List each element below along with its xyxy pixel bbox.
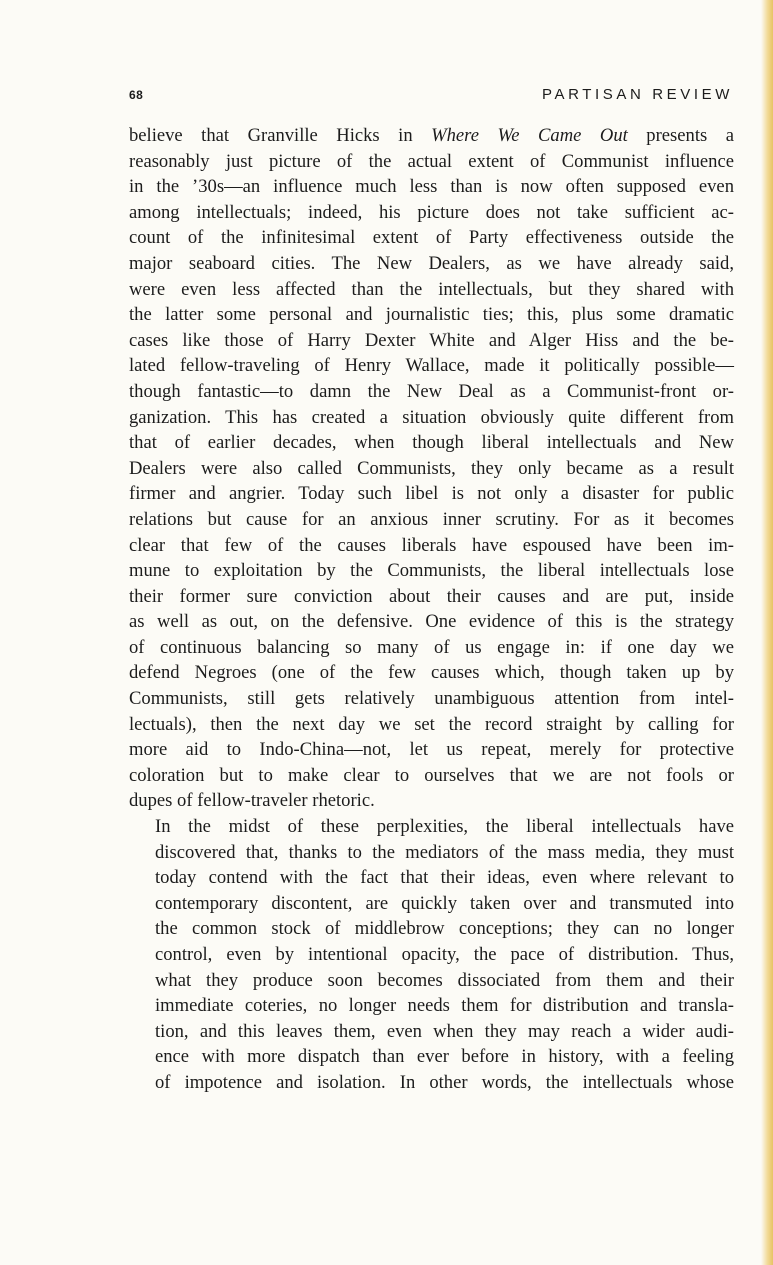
text-line	[129, 763, 734, 789]
text-run: believe that Granville Hicks in	[129, 125, 432, 146]
text-run: the latter some personal and journalistic ties; this, plus some dramatic	[129, 304, 734, 326]
text-run: though fantastic—to damn the New Deal as a Communist-front or-	[129, 380, 734, 402]
text-run: ganization. This has created a situation obviously quite different from	[129, 406, 734, 428]
text-run: presents a	[627, 125, 734, 146]
text-run: their former sure conviction about their causes and are put, inside	[129, 585, 734, 607]
text-line	[129, 584, 734, 610]
page-header	[129, 84, 733, 110]
text-run: lated fellow-traveling of Henry Wallace, made it politically possible—	[129, 355, 734, 377]
text-line	[129, 481, 734, 507]
text-run: firmer and angrier. Today such libel is not only a disaster for public	[129, 483, 734, 505]
text-line	[129, 660, 734, 686]
text-line	[129, 174, 734, 200]
body-text	[129, 123, 734, 1096]
text-line	[129, 277, 734, 303]
text-run: in the ’30s—an influence much less than is now often supposed even	[129, 176, 734, 198]
page-number: 68	[129, 88, 144, 102]
text-line	[129, 328, 734, 354]
text-run: reasonably just picture of the actual extent of Communist influence	[129, 150, 734, 172]
text-run: among intellectuals; indeed, his picture does not take sufficient ac-	[129, 201, 734, 223]
text-line	[129, 533, 734, 559]
text-run: mune to exploitation by the Communists, the liberal intellectuals lose	[129, 560, 734, 582]
page-edge-shading	[761, 0, 773, 1265]
text-line	[129, 891, 734, 917]
text-line	[129, 788, 734, 814]
paragraph	[129, 814, 734, 1096]
text-run: lectuals), then the next day we set the record straight by calling for	[129, 713, 734, 735]
text-run: coloration but to make clear to ourselves that we are not fools or	[129, 764, 734, 786]
text-line	[129, 302, 734, 328]
text-run: more aid to Indo-China—not, let us repeat, merely for protective	[129, 739, 734, 761]
text-run: count of the infinitesimal extent of Party effectiveness outside the	[129, 227, 734, 249]
text-run: defend Negroes (one of the few causes which, though taken up by	[129, 662, 734, 684]
text-line	[129, 123, 734, 149]
italic-title: Where We Came Out	[431, 125, 628, 146]
text-run: that of earlier decades, when though liberal intellectuals and New	[129, 432, 734, 454]
text-run: cases like those of Harry Dexter White and Alger Hiss and the be-	[129, 329, 734, 351]
text-line	[129, 558, 734, 584]
text-run: today contend with the fact that their ideas, even where relevant to	[155, 867, 734, 889]
text-run: clear that few of the causes liberals have espoused have been im-	[129, 534, 734, 556]
text-run: In the midst of these perplexities, the liberal intellectuals have	[155, 816, 734, 838]
text-line	[129, 430, 734, 456]
text-run: dupes of fellow-traveler rhetoric.	[129, 790, 375, 812]
text-run: major seaboard cities. The New Dealers, as we have already said,	[129, 252, 734, 274]
text-run: contemporary discontent, are quickly taken over and transmuted into	[155, 892, 734, 914]
text-line	[129, 379, 734, 405]
text-line	[129, 814, 734, 840]
text-run: of continuous balancing so many of us engage in: if one day we	[129, 636, 734, 658]
text-run: tion, and this leaves them, even when they may reach a wider audi-	[155, 1020, 734, 1042]
text-line	[129, 225, 734, 251]
text-run: of impotence and isolation. In other words, the intellectuals whose	[155, 1071, 734, 1093]
text-line	[129, 405, 734, 431]
text-line	[129, 1019, 734, 1045]
text-run: discovered that, thanks to the mediators of the mass media, they must	[155, 841, 734, 863]
paragraph	[129, 123, 734, 814]
text-run: what they produce soon becomes dissociated from them and their	[155, 969, 734, 991]
text-line	[129, 993, 734, 1019]
text-run: relations but cause for an anxious inner scrutiny. For as it becomes	[129, 508, 734, 530]
text-run: Communists, still gets relatively unambiguous attention from intel-	[129, 688, 734, 710]
text-run: immediate coteries, no longer needs them for distribution and transla-	[155, 995, 734, 1017]
text-run: were even less affected than the intellectuals, but they shared with	[129, 278, 734, 300]
text-run: the common stock of middlebrow conceptions; they can no longer	[155, 918, 734, 940]
text-line	[129, 916, 734, 942]
text-line	[129, 149, 734, 175]
text-line	[129, 635, 734, 661]
text-run: as well as out, on the defensive. One evidence of this is the strategy	[129, 611, 734, 633]
text-line	[129, 200, 734, 226]
text-line	[129, 609, 734, 635]
text-line	[129, 456, 734, 482]
text-line	[129, 712, 734, 738]
text-line	[129, 686, 734, 712]
text-line	[129, 968, 734, 994]
text-line	[129, 507, 734, 533]
text-line	[129, 737, 734, 763]
text-line	[129, 1044, 734, 1070]
text-line	[129, 353, 734, 379]
text-line	[129, 865, 734, 891]
running-head: PARTISAN REVIEW	[542, 86, 733, 103]
text-run: Dealers were also called Communists, they only became as a result	[129, 457, 734, 479]
text-line	[129, 840, 734, 866]
text-run: ence with more dispatch than ever before in history, with a feeling	[155, 1046, 734, 1068]
text-line	[129, 251, 734, 277]
text-line	[129, 942, 734, 968]
text-line	[129, 1070, 734, 1096]
text-run: control, even by intentional opacity, the pace of distribution. Thus,	[155, 944, 734, 965]
